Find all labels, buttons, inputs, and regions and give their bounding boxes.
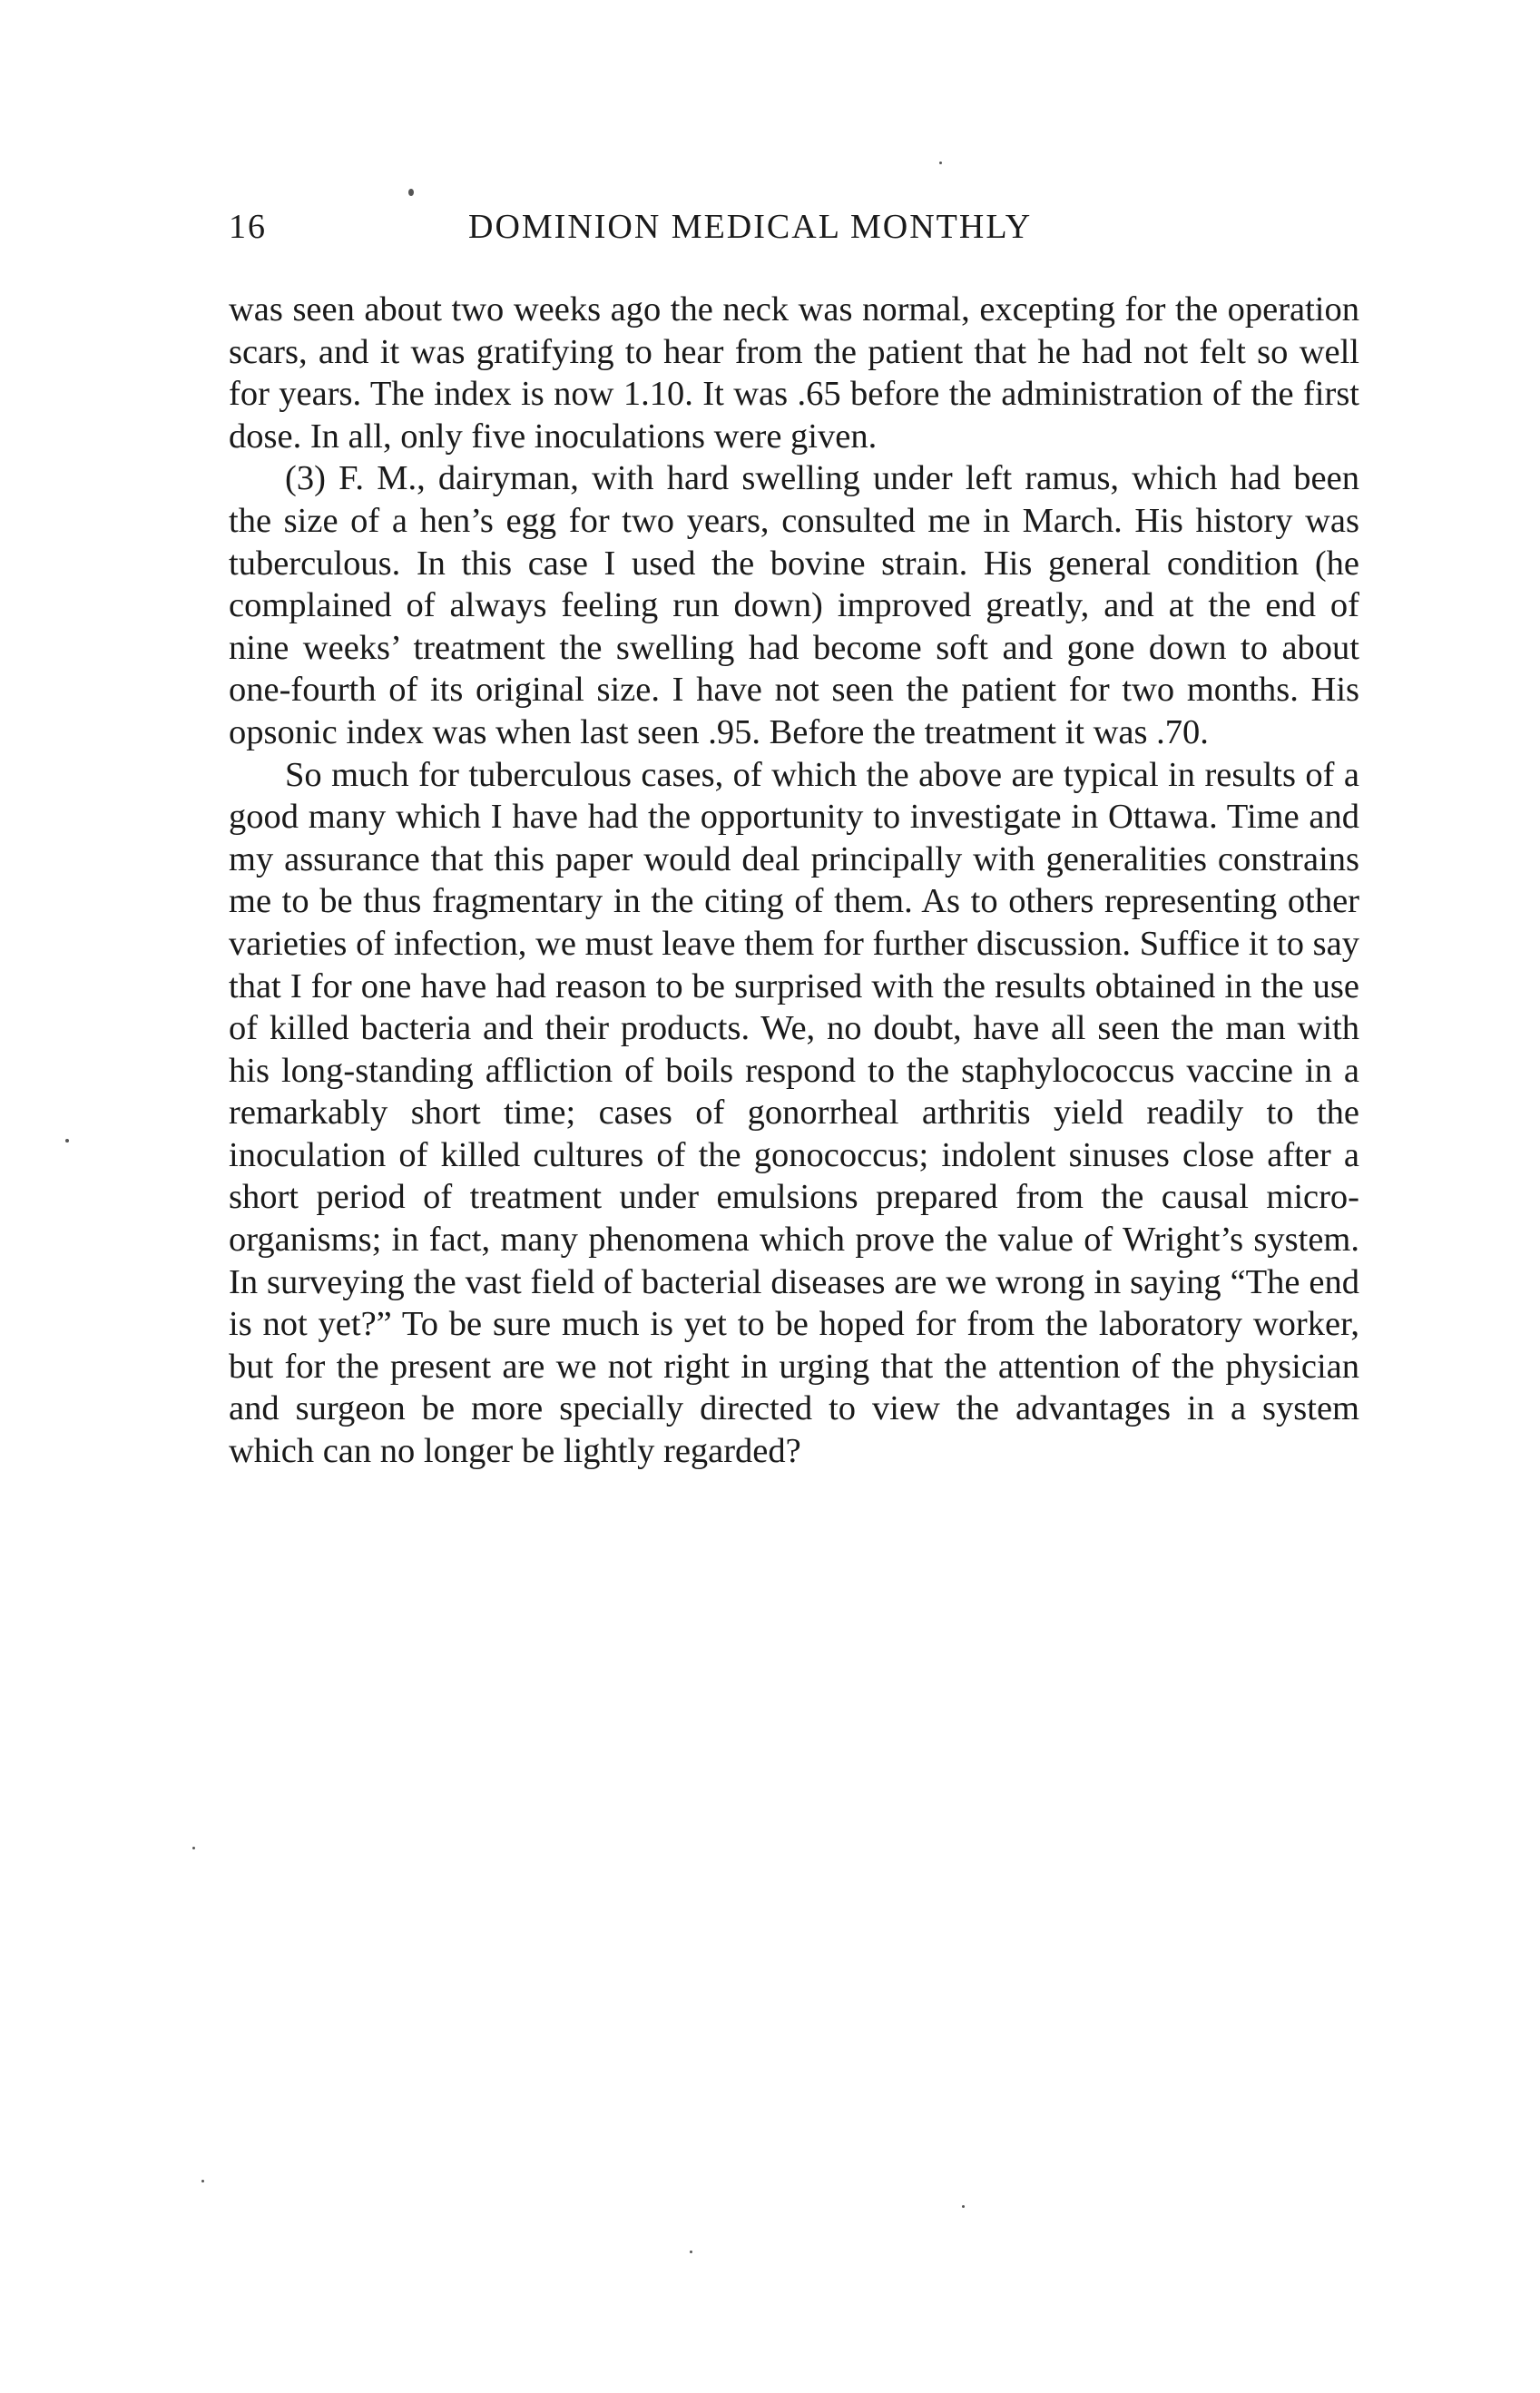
journal-title: DOMINION MEDICAL MONTHLY: [468, 208, 1033, 246]
scan-speck: [201, 2180, 204, 2182]
page-number: 16: [229, 208, 267, 246]
scan-speck: [962, 2205, 965, 2208]
scan-speck: [192, 1847, 195, 1849]
body-text: [229, 289, 1359, 1473]
running-head: [229, 207, 1368, 261]
paragraph-conclusion: So much for tuberculous cases, of which the above are typical in results of a good many which I have had the opportunity to investigate in Ottawa. Time and my assurance that this paper would deal principally with generalities constrains me to be thus fragmentary in the citing of them. As to others representing other varieties of infection, we must leave them for further discussion. Suffice it to say that I for one have had reason to be surprised with the results obtained in the use of killed bacteria and their products. We, no doubt, have all seen the man with his long-standing affliction of boils respond to the staphylococcus vaccine in a remarkably short time; cases of gonorrheal arthritis yield readily to the inoculation of killed cultures of the gonococcus; indolent sinuses close after a short period of treatment under emulsions prepared from the causal micro-organisms; in fact, many phenomena which prove the value of Wright’s system. In surveying the vast field of bacterial diseases are we wrong in saying “The end is not yet?” To be sure much is yet to be hoped for from the laboratory worker, but for the present are we not right in urging that the attention of the physician and surgeon be more specially directed to view the advantages in a system which can no longer be lightly regarded?: [229, 755, 1359, 1471]
paragraph-case-three: (3) F. M., dairyman, with hard swelling under left ramus, which had been the size of a hen’s egg for two years, consulted me in March. His history was tuberculous. In this case I used the bovine strain. His general condition (he complained of always feeling run down) improved greatly, and at the end of nine weeks’ treatment the swelling had become soft and gone down to about one-fourth of its original size. I have not seen the patient for two months. His opsonic index was when last seen .95. Before the treatment it was .70.: [229, 459, 1359, 751]
paragraph-continued: was seen about two weeks ago the neck was normal, excepting for the operation scars, and it was gratifying to hear from the patient that he had not felt so well for years. The index is now 1.10. It was .65 before the administration of the first dose. In all, only five inoculations were given.: [229, 290, 1359, 456]
scan-speck: [65, 1139, 69, 1143]
scan-speck: [939, 162, 942, 164]
scan-speck: [408, 189, 414, 196]
scan-speck: [690, 2251, 692, 2253]
